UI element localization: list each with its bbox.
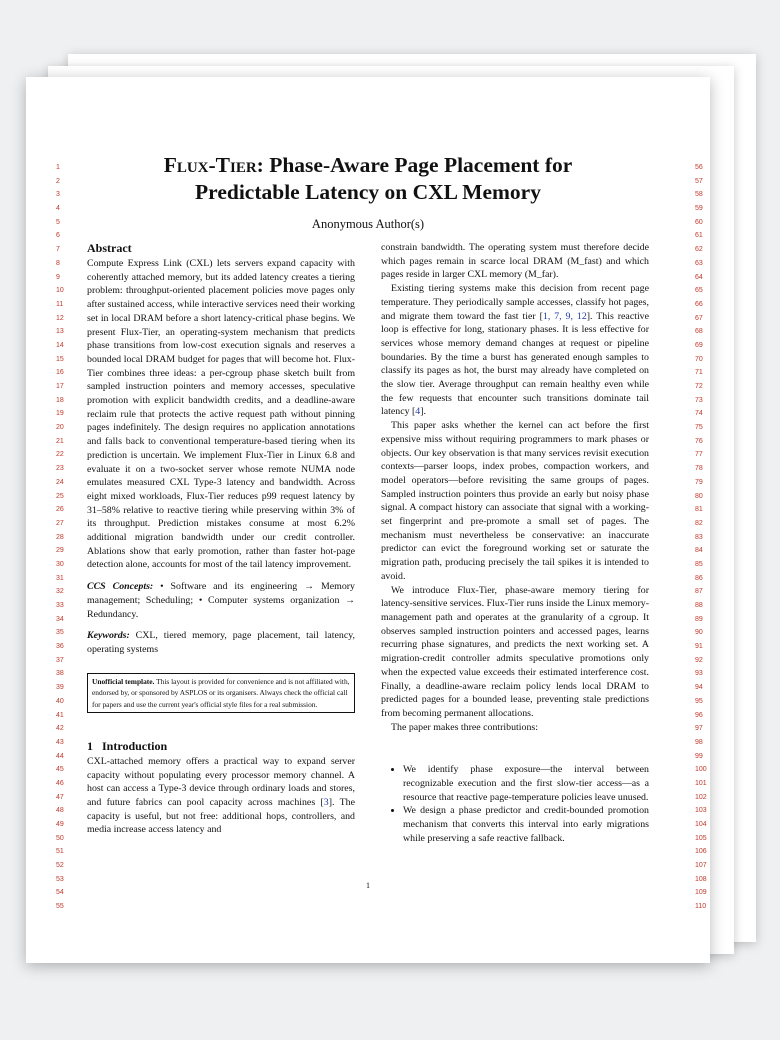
line-number: 4: [56, 205, 60, 213]
line-number: 8: [56, 259, 60, 267]
line-number: 80: [695, 492, 703, 500]
col2-paragraph-4: We introduce Flux-Tier, phase-aware memory tiering for latency-sensitive services. Flux-Tier runs inside the Linux memory-management path and operates at the granularity of a cgroup. It observes sampled instruction pointers and accessed pages, learns recurring phase signatures, and predicts the next working set. A migration-credit controller admits speculative promotions only when the expected value exceeds their estimated interference cost. Finally, a deadline-aware reclaim policy lends local DRAM to predicted pages for a bounded lease, preventing stale predictions from becoming permanent allocations.: [381, 584, 649, 719]
line-number: 91: [695, 643, 703, 651]
left-column: [87, 241, 355, 837]
line-number: 74: [695, 410, 703, 418]
line-number: 21: [56, 437, 64, 445]
line-number: 15: [56, 355, 64, 363]
line-number: 32: [56, 588, 64, 596]
col2-paragraph-5: The paper makes three contributions:: [391, 721, 538, 733]
line-number: 34: [56, 615, 64, 623]
intro-text-a: CXL-attached memory offers a practical way to expand server capacity without populating every processor memory channel. A host can access a Type-3 device through ordinary loads and stores, and future fabrics can pool capacity across machines [: [87, 755, 355, 809]
abstract-heading: Abstract: [87, 241, 132, 255]
line-number: 53: [56, 875, 64, 883]
line-number: 100: [695, 766, 707, 774]
line-number: 25: [56, 492, 64, 500]
line-number: 64: [695, 273, 703, 281]
line-number: 77: [695, 451, 703, 459]
line-number: 49: [56, 821, 64, 828]
section-number: 1: [87, 738, 93, 753]
line-number: 9: [56, 273, 60, 281]
line-number: 39: [56, 684, 64, 692]
template-notice-box: [87, 673, 355, 713]
line-number: 30: [56, 560, 64, 568]
line-number: 85: [695, 560, 703, 568]
line-number: 95: [695, 697, 703, 705]
line-number: 58: [695, 191, 703, 199]
line-number: 54: [56, 889, 64, 897]
line-number: 13: [56, 328, 64, 336]
line-number: 10: [56, 287, 64, 295]
line-number: 87: [695, 588, 703, 596]
contribution-item: • We identify phase exposure—the interval between recognizable execution and the first slow-tier access—as a resource that reactive page-temperature policies leave unused.: [403, 763, 649, 804]
line-number: 90: [695, 629, 703, 637]
citation-links-group[interactable]: 1, 7, 9, 12: [542, 310, 587, 322]
line-number: 93: [695, 670, 703, 678]
line-number: 16: [56, 369, 64, 377]
line-number: 83: [695, 533, 703, 541]
col2-paragraph-3: This paper asks whether the kernel can act before the first expensive miss without requiring programmers to mark phases or objects. Our key observation is that many services revisit execution contexts—parser loops, index probes, compaction workers, and model operators—before revisiting the same groups of pages. Sampled instruction pointers thus provide an early but noisy phase signal. A compact history can associate that signal with a working-set fingerprint and pre-promote a small set of pages. The mechanism must nevertheless be conservative: an inaccurate predictor can evict the foreground working set or saturate the migration path, producing precisely the tail spikes it is intended to avoid.: [381, 420, 649, 582]
line-number: 73: [695, 396, 703, 404]
notice-text: This layout is provided for convenience and is not affiliated with, endorsed by, or sponsored by ASPLOS or its organisers. Always check the official call for papers and use the current year's official style files for a real submission.: [92, 676, 350, 709]
line-number: 63: [695, 259, 703, 267]
ccs-label: CCS Concepts:: [87, 581, 154, 593]
line-number: 107: [695, 862, 707, 870]
title-line2: Predictable Latency on CXL Memory: [195, 180, 541, 204]
line-number: 101: [695, 779, 707, 787]
line-number: 11: [56, 300, 64, 308]
line-number: 26: [56, 506, 64, 514]
line-number: 56: [695, 164, 703, 171]
col2-paragraph-1: constrain bandwidth. The operating system must therefore decide which pages remain in scarce local DRAM (M_fast) and which pages reside in larger CXL memory (M_far).: [381, 242, 649, 281]
contributions-list: [381, 763, 649, 845]
line-number: 55: [56, 903, 64, 911]
line-number: 84: [695, 547, 703, 555]
line-number: 76: [695, 437, 703, 445]
line-number: 78: [695, 465, 703, 473]
line-number: 103: [695, 807, 707, 815]
line-number: 18: [56, 396, 64, 404]
citation-link[interactable]: 3: [323, 797, 329, 809]
line-number: 60: [695, 218, 703, 226]
ccs-concepts: [87, 580, 355, 621]
line-number: 88: [695, 602, 703, 609]
line-number: 108: [695, 875, 707, 883]
line-numbers-left: [56, 161, 76, 914]
line-number: 20: [56, 424, 64, 432]
line-number: 105: [695, 834, 707, 842]
line-number: 40: [56, 697, 64, 705]
line-number: 36: [56, 643, 64, 651]
line-number: 102: [695, 793, 707, 801]
line-number: 62: [695, 246, 703, 254]
line-number: 22: [56, 451, 64, 459]
citation-link[interactable]: 4: [415, 406, 421, 418]
section-heading-introduction: [87, 739, 355, 753]
line-number: 46: [56, 779, 64, 787]
col2-paragraph-2: [381, 282, 649, 419]
line-number: 51: [56, 848, 64, 856]
system-name: Flux-Tier: [163, 153, 257, 177]
col2-p2-text-b: ]. This reactive loop is effective for long, stationary phases. It is less effective for services whose memory demand changes at request or pipeline boundaries. By the time a burst has generated enough samples to classify its pages as hot, the burst may already have completed on the slow tier. Average throughput can remain healthy even while the few requests that encounter such transitions dominate tail latency [: [381, 310, 650, 418]
line-number: 7: [56, 246, 60, 254]
keywords: [87, 629, 355, 656]
line-number: 59: [695, 205, 703, 213]
line-number: 69: [695, 341, 703, 349]
line-number: 92: [695, 656, 703, 664]
line-number: 106: [695, 848, 707, 856]
line-number: 50: [56, 834, 64, 842]
line-number: 45: [56, 766, 64, 774]
intro-text-b: ]. The capacity is useful, but not free: additional hops, controllers, and media increase access latency and: [87, 797, 355, 836]
line-number: 2: [56, 177, 60, 185]
line-number: 29: [56, 547, 64, 555]
line-number: 98: [695, 738, 703, 746]
line-number: 28: [56, 533, 64, 541]
line-number: 89: [695, 615, 703, 623]
line-number: 19: [56, 410, 64, 418]
section-title: Introduction: [102, 738, 168, 753]
abstract-text: Compute Express Link (CXL) lets servers expand capacity with coherently attached memory, but its added latency creates a tiering problem: throughput-oriented placement policies move pages only after sustained access, while interactive services need their working set in local DRAM before a short latency-critical phase begins. We present Flux-Tier, an operating-system mechanism that predicts phase transitions from low-cost execution signals and reserves a bounded local DRAM budget for pages that will become hot. Flux-Tier combines three ideas: a per-cgroup phase sketch built from sampled instruction pointers and memory accesses, speculative promotion with explicit bandwidth credits, and a deadline-aware reclaim rule that protects the active request path without pinning pages indefinitely. The design requires no application annotations and falls back to conventional temperature-based tiering when its prediction is uncertain. We implement Flux-Tier in Linux 6.8 and evaluate it on a two-socket server whose remote NUMA node emulates measured CXL Type-3 latency and bandwidth. Across eight mixed workloads, Flux-Tier reduces p99 request latency by 31–58% relative to reactive tiering while preserving within 3% of its throughput. Prediction mistakes consume at most 6.2% additional migration bandwidth under our credit controller. Ablations show that early promotion, rather than faster hot-page detection alone, accounts for most of the tail latency improvement.: [87, 258, 355, 571]
line-number: 5: [56, 218, 60, 226]
notice-label: Unofficial template.: [92, 676, 155, 686]
line-number: 68: [695, 328, 703, 336]
line-number: 67: [695, 314, 703, 322]
line-number: 65: [695, 287, 703, 295]
line-number: 71: [695, 369, 703, 377]
keywords-text: CXL, tiered memory, page placement, tail latency, operating systems: [87, 630, 355, 655]
line-number: 24: [56, 478, 64, 486]
line-number: 37: [56, 656, 64, 664]
line-number: 75: [695, 424, 703, 432]
line-number: 82: [695, 519, 703, 527]
line-number: 104: [695, 821, 707, 828]
contribution-item: • We design a phase predictor and credit-bounded promotion mechanism that converts this interval into early migrations while preserving a safe reactive fallback.: [403, 804, 649, 845]
line-number: 38: [56, 670, 64, 678]
line-number: 17: [56, 383, 64, 390]
line-number: 52: [56, 862, 64, 870]
line-number: 94: [695, 684, 703, 692]
col2-p2-text-c: ].: [420, 406, 426, 418]
line-numbers-right: [695, 161, 715, 914]
line-number: 110: [695, 903, 707, 911]
line-number: 31: [56, 574, 64, 582]
line-number: 61: [695, 232, 703, 240]
line-number: 81: [695, 506, 703, 514]
line-number: 99: [695, 752, 703, 760]
line-number: 41: [56, 711, 64, 719]
line-number: 12: [56, 314, 64, 322]
line-number: 47: [56, 793, 64, 801]
ccs-text: • Software and its engineering → Memory management; Scheduling; • Computer systems organization → Redundancy.: [87, 581, 355, 620]
line-number: 86: [695, 574, 703, 582]
col2-p2-text-a: Existing tiering systems make this decision from recent page temperature. They periodically sample accesses, classify hot pages, and migrate them toward the fast tier [: [381, 283, 649, 322]
line-number: 57: [695, 177, 703, 185]
line-number: 66: [695, 300, 703, 308]
line-number: 109: [695, 889, 707, 897]
right-column: [381, 241, 649, 846]
line-number: 72: [695, 383, 703, 390]
line-number: 42: [56, 725, 64, 733]
keywords-label: Keywords:: [87, 630, 130, 642]
line-number: 6: [56, 232, 60, 240]
title-line1-rest: : Phase-Aware Page Placement for: [256, 153, 573, 177]
line-number: 23: [56, 465, 64, 473]
line-number: 43: [56, 738, 64, 746]
line-number: 1: [56, 164, 60, 171]
line-number: 35: [56, 629, 64, 637]
line-number: 33: [56, 602, 64, 609]
paper-title: [26, 152, 710, 206]
line-number: 3: [56, 191, 60, 199]
line-number: 27: [56, 519, 64, 527]
intro-paragraph-1: [87, 755, 355, 837]
line-number: 97: [695, 725, 703, 733]
line-number: 70: [695, 355, 703, 363]
paper-page: [26, 77, 710, 963]
line-number: 96: [695, 711, 703, 719]
author-line: Anonymous Author(s): [311, 217, 425, 231]
line-number: 44: [56, 752, 64, 760]
page-number: 1: [366, 881, 370, 890]
line-number: 48: [56, 807, 64, 815]
line-number: 14: [56, 341, 64, 349]
line-number: 79: [695, 478, 703, 486]
